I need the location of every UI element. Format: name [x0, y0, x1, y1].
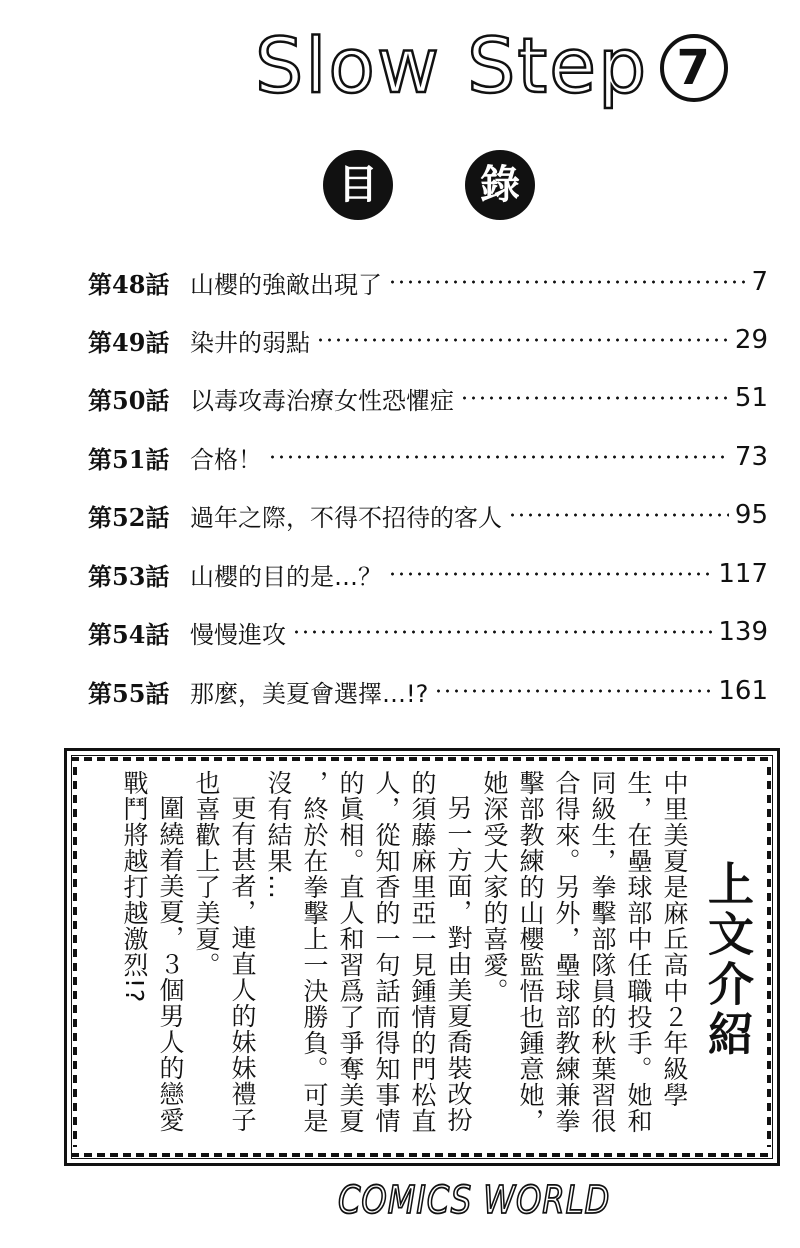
toc-entry[interactable] [88, 262, 768, 302]
chapter-title: 山櫻的目的是…？ [190, 562, 382, 591]
chapter-page: 51 [734, 383, 768, 413]
summary-line: 生，在壘球部中任職投手。她和 [624, 770, 653, 1134]
summary-line: 擊部教練的山櫻監悟也鍾意她， [516, 770, 545, 1134]
summary-line: 也喜歡上了美夏。 [192, 770, 221, 978]
chapter-page: 29 [734, 325, 768, 355]
toc-entry[interactable] [88, 671, 768, 711]
chapter-title: 慢慢進攻 [190, 620, 286, 649]
toc-entry[interactable] [88, 320, 768, 360]
chapter-number: 第49話 [88, 327, 170, 357]
leader-dots [434, 689, 712, 693]
toc-entry[interactable] [88, 378, 768, 418]
summary-line: 同級生，拳擊部隊員的秋葉習很 [588, 770, 617, 1134]
summary-line: 沒有結果… [264, 770, 293, 900]
leader-dots [388, 572, 712, 576]
toc-entry[interactable] [88, 554, 768, 594]
summary-line: 合得來。另外，壘球部教練兼拳 [552, 770, 581, 1134]
leader-dots [292, 630, 712, 634]
summary-line: 更有甚者，連直人的妹妹禮子 [228, 795, 257, 1133]
summary-line: 中里美夏是麻丘高中２年級學 [660, 770, 689, 1108]
chapter-title: 那麼，美夏會選擇…!? [190, 679, 429, 708]
toc-entry[interactable] [88, 612, 768, 652]
book-title-text: Slow Step [255, 21, 649, 110]
chapter-title: 以毒攻毒治療女性恐懼症 [190, 386, 454, 415]
chapter-page: 73 [734, 442, 768, 472]
toc-entry[interactable] [88, 495, 768, 535]
frame-border-top [71, 757, 773, 761]
frame-border-bottom [71, 1153, 773, 1157]
chapter-page: 95 [734, 500, 768, 530]
chapter-page: 117 [718, 559, 768, 589]
chapter-title: 山櫻的強敵出現了 [190, 270, 382, 299]
summary-line: 另一方面，對由美夏喬裝改扮 [444, 795, 473, 1133]
leader-dots [460, 396, 729, 400]
chapter-number: 第54話 [88, 619, 170, 649]
chapter-page: 161 [718, 676, 768, 706]
summary-heading: 上文介紹 [701, 860, 755, 1060]
toc-heading-char-1: 目 [323, 150, 393, 220]
toc-heading-char-2: 錄 [465, 150, 535, 220]
summary-line: 的須藤麻里亞一見鍾情的門松直 [408, 770, 437, 1134]
chapter-number: 第48話 [88, 269, 170, 299]
frame-border-right [767, 767, 771, 1147]
book-title [255, 21, 728, 110]
leader-dots [388, 280, 745, 284]
chapter-page: 7 [751, 267, 768, 297]
chapter-number: 第52話 [88, 502, 170, 532]
leader-dots [316, 338, 729, 342]
leader-dots [268, 455, 729, 459]
chapter-number: 第53話 [88, 561, 170, 591]
chapter-title: 染井的弱點 [190, 328, 310, 357]
volume-number-badge: 7 [660, 34, 728, 102]
leader-dots [508, 513, 729, 517]
toc-entry[interactable] [88, 437, 768, 477]
chapter-page: 139 [718, 617, 768, 647]
summary-line: 她深受大家的喜愛。 [480, 770, 509, 1004]
summary-line: 的眞相。直人和習爲了爭奪美夏 [336, 770, 365, 1134]
frame-border-left [73, 767, 77, 1147]
summary-line: 圍繞着美夏，３個男人的戀愛 [156, 795, 185, 1133]
summary-line: 戰鬥將越打越激烈!? [120, 770, 149, 1004]
chapter-title: 合格！ [190, 445, 262, 474]
summary-line: 人，從知香的一句話而得知事情 [372, 770, 401, 1134]
chapter-title: 過年之際，不得不招待的客人 [190, 503, 502, 532]
chapter-number: 第55話 [88, 678, 170, 708]
summary-line: ，終於在拳擊上一決勝負。可是 [300, 770, 329, 1134]
chapter-number: 第51話 [88, 444, 170, 474]
chapter-number: 第50話 [88, 385, 170, 415]
story-summary [98, 770, 758, 1150]
publisher-footer: COMICS WORLD [338, 1178, 611, 1222]
